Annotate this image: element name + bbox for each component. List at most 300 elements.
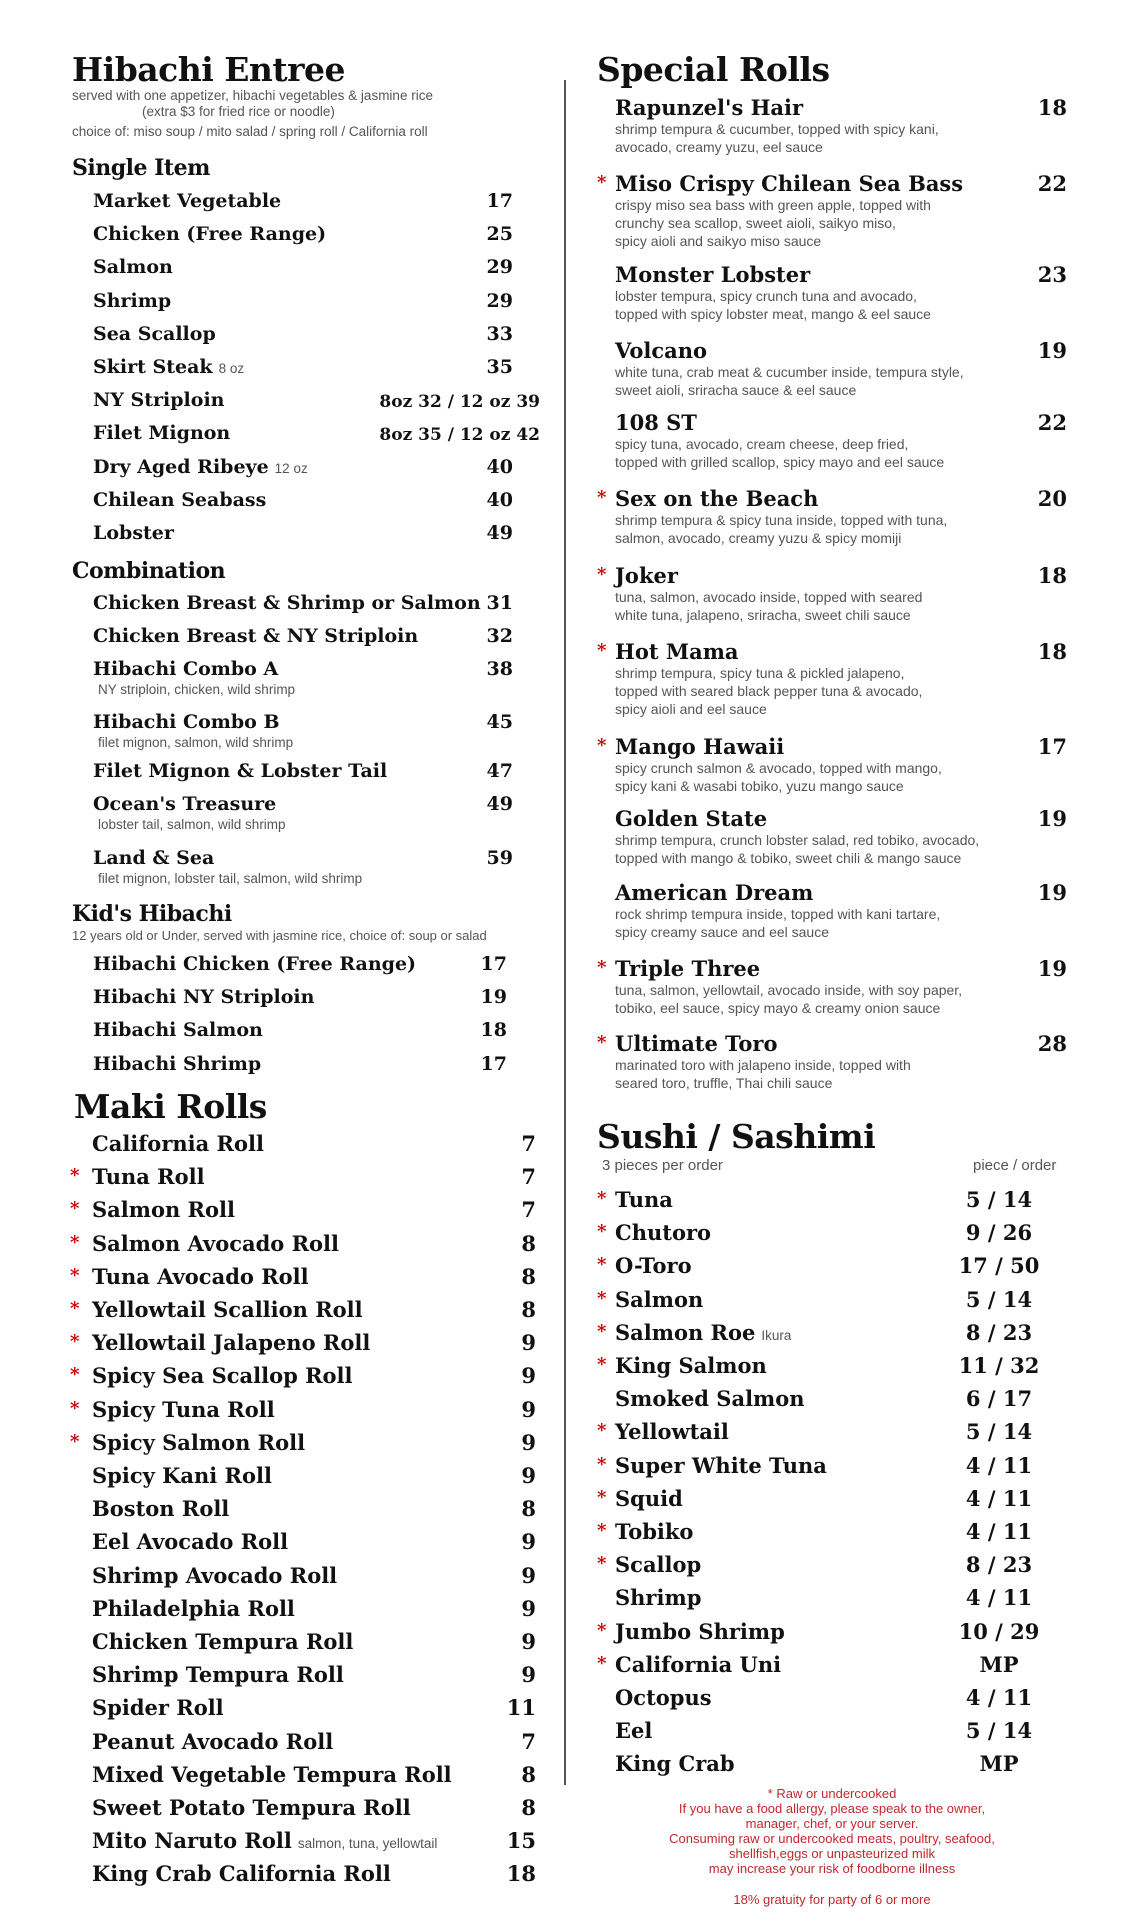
menu-item [72,1562,536,1588]
column-divider [564,80,566,1785]
item-name: Golden State [615,806,768,831]
item-price: 4 / 11 [965,1685,1033,1710]
item-name: Scallop [615,1552,702,1578]
item-description: marinated toro with jalapeno inside, topped with [615,1057,911,1073]
item-name: Tuna Avocado Roll [92,1263,309,1289]
item-price: 4 / 11 [965,1452,1033,1478]
item-name: Spicy Salmon Roll [92,1429,306,1455]
item-name: Salmon Roll [92,1197,235,1223]
item-price: 17 / 50 [958,1253,1040,1279]
item-price: 45 [486,711,513,733]
item-name: California Uni [615,1651,782,1677]
footer-line: Consuming raw or undercooked meats, poultry, seafood, [669,1831,995,1846]
menu-item [93,793,533,815]
menu-item [597,1220,1067,1245]
item-price: 10 / 29 [958,1618,1040,1644]
item-description: shrimp tempura, crunch lobster salad, red tobiko, avocado, [615,832,980,848]
item-description: tobiko, eel sauce, spicy mayo & creamy onion sauce [615,1000,941,1016]
item-price: 20 [1037,486,1067,511]
item-price: 17 [480,953,507,975]
sushi-sub: 3 pieces per order [602,1157,723,1174]
item-name: Joker [615,563,678,588]
item-name: Ocean's Treasure [93,793,277,815]
item-price: 18 [1037,95,1067,120]
menu-item [597,1552,1067,1577]
item-name: Chicken Breast & NY Striploin [93,625,419,647]
raw-marker: * [70,1231,80,1253]
item-price: 8 [521,1761,536,1787]
item-description: tuna, salmon, yellowtail, avocado inside, with soy paper, [615,982,963,998]
item-description: crispy miso sea bass with green apple, topped with [615,197,931,213]
item-name: Yellowtail [615,1419,729,1445]
item-name: Tuna [615,1187,673,1212]
item-price: 11 [506,1695,536,1721]
item-name: Hibachi Salmon [93,1019,263,1042]
item-name: American Dream [615,880,814,905]
menu-item [597,1419,1067,1444]
gratuity-notice: 18% gratuity for party of 6 or more [733,1892,931,1907]
item-name: Filet Mignon & Lobster Tail [93,760,388,782]
item-name: King Crab California Roll [92,1861,391,1887]
item-description: shrimp tempura, spicy tuna & pickled jalapeno, [615,665,905,681]
raw-marker: * [597,1287,607,1309]
menu-item [93,256,533,278]
item-price: 9 [521,1396,536,1422]
menu-item [72,1795,536,1820]
allergy-notice [597,1786,1067,1907]
combination-title: Combination [72,558,226,584]
item-description: lobster tail, salmon, wild shrimp [98,817,286,832]
item-price: 8oz 35 / 12 oz 42 [379,425,540,446]
item-name: King Crab [615,1751,735,1777]
item-name: Mixed Vegetable Tempura Roll [92,1761,452,1787]
item-name: Skirt Steak [93,356,213,378]
menu-item [93,190,533,212]
item-price: 9 [521,1330,536,1356]
raw-marker: * [70,1430,80,1452]
item-name: Triple Three [615,956,761,981]
item-name: Shrimp [615,1585,702,1611]
item-price: 9 [521,1662,536,1688]
menu-item [93,1019,533,1041]
menu-item [93,847,533,869]
item-name: Shrimp Avocado Roll [92,1562,338,1588]
item-price: 7 [521,1131,536,1156]
item-description: sweet aioli, sriracha sauce & eel sauce [615,382,857,398]
raw-marker: * [70,1264,80,1286]
item-price: 8 [521,1230,536,1256]
raw-marker: * [597,1619,607,1641]
menu-item [70,1429,536,1455]
item-name: Salmon [615,1286,704,1312]
raw-marker: * [597,1032,607,1053]
menu-item [93,658,533,680]
raw-marker: * [597,1188,607,1209]
item-price: 8 [521,1795,536,1820]
item-price: 9 [521,1463,536,1488]
item-description: lobster tempura, spicy crunch tuna and avocado, [615,288,917,304]
item-price: 15 [506,1828,536,1854]
item-price: 7 [521,1728,536,1754]
item-price: 8 [521,1263,536,1289]
item-price: 35 [486,356,513,378]
raw-marker: * [597,1254,607,1276]
menu-item [93,389,540,413]
item-price: 9 [521,1363,536,1389]
item-price: 4 / 11 [965,1519,1033,1544]
item-name: Ultimate Toro [615,1031,778,1056]
item-name: Hibachi Shrimp [93,1052,262,1075]
item-note: 8 oz [218,361,245,376]
item-description: rock shrimp tempura inside, topped with kani tartare, [615,906,941,922]
item-price: 29 [486,289,513,312]
special-roll [597,639,1067,664]
item-name: Monster Lobster [615,262,811,287]
menu-item [70,1230,536,1256]
item-name: Rapunzel's Hair [615,95,804,120]
item-price: 49 [486,793,513,815]
raw-marker: * [597,640,607,661]
item-price: 8 / 23 [965,1552,1033,1578]
item-price: 7 [521,1197,536,1223]
item-price: 9 / 26 [965,1220,1033,1246]
menu-item [93,223,533,245]
raw-marker: * [70,1165,80,1187]
item-name: Hibachi NY Striploin [93,986,315,1009]
sushi-col-header: piece / order [973,1157,1057,1174]
item-name: Filet Mignon [93,422,231,445]
special-roll [597,410,1067,435]
item-name: Eel Avocado Roll [92,1529,289,1555]
menu-item [597,1619,1067,1644]
raw-marker: * [70,1298,80,1319]
item-price: 4 / 11 [965,1585,1033,1611]
special-roll [597,1031,1067,1056]
menu-item [70,1263,536,1289]
special-roll [597,338,1067,363]
item-price: 31 [486,592,513,614]
item-name: Land & Sea [93,847,215,869]
raw-marker: * [597,1486,607,1508]
item-description: spicy aioli and eel sauce [615,701,767,717]
menu-item [70,1164,536,1190]
item-name: 108 ST [615,410,697,435]
item-price: 9 [521,1529,536,1555]
special-roll [597,486,1067,511]
item-description: spicy aioli and saikyo miso sauce [615,233,822,249]
special-roll [597,734,1067,759]
hibachi-sub-3: choice of: miso soup / mito salad / spring roll / California roll [72,124,428,139]
item-name: King Salmon [615,1353,767,1378]
menu-item [597,1751,1067,1776]
menu-item [72,1463,536,1488]
item-name: Hot Mama [615,639,739,664]
item-name: Spicy Sea Scallop Roll [92,1363,353,1389]
footer-line: may increase your risk of foodborne illness [708,1861,956,1876]
raw-marker: * [597,1221,607,1243]
item-name: Hibachi Combo A [93,658,279,680]
menu-item [597,1486,1067,1511]
hibachi-title: Hibachi Entree [72,50,346,89]
item-name: O-Toro [615,1253,692,1279]
item-price: 9 [521,1562,536,1588]
hibachi-sub-2: (extra $3 for fried rice or noodle) [142,104,335,119]
item-name: Spicy Tuna Roll [92,1396,275,1422]
item-name: Octopus [615,1685,712,1710]
item-price: 5 / 14 [965,1718,1033,1744]
item-price: 8 / 23 [965,1319,1033,1345]
item-name: Yellowtail Scallion Roll [92,1297,363,1322]
item-price: 22 [1037,171,1067,196]
menu-item [70,1363,536,1389]
item-price: 17 [1037,734,1067,759]
item-name: Chicken Tempura Roll [92,1629,354,1654]
raw-marker: * [597,172,607,193]
item-name: Chicken (Free Range) [93,223,327,246]
raw-marker: * [70,1198,80,1220]
item-description: spicy crunch salmon & avocado, topped with mango, [615,760,942,776]
item-price: 6 / 17 [965,1386,1033,1412]
raw-marker: * [597,1553,607,1575]
item-name: Miso Crispy Chilean Sea Bass [615,171,964,196]
item-name: Squid [615,1485,683,1511]
menu-item [70,1396,536,1422]
item-description: NY striploin, chicken, wild shrimp [98,682,296,697]
menu-item [597,1585,1067,1610]
maki-title: Maki Rolls [74,1087,267,1126]
item-price: 8 [521,1496,536,1522]
item-description: shrimp tempura & spicy tuna inside, topped with tuna, [615,512,948,528]
item-note: 12 oz [274,460,308,476]
item-price: 17 [480,1052,507,1075]
item-description: spicy kani & wasabi tobiko, yuzu mango sauce [615,778,904,794]
menu-item [70,1197,536,1223]
item-price: 19 [1037,338,1067,363]
item-price: 23 [1037,262,1067,287]
item-price: 18 [1037,563,1067,588]
item-price: 19 [1037,956,1067,981]
menu-item [70,1330,536,1356]
raw-marker: * [70,1364,80,1386]
item-name: Mito Naruto Roll [92,1828,292,1854]
item-price: 33 [486,322,513,345]
item-price: 28 [1037,1031,1067,1056]
item-name: Salmon Avocado Roll [92,1230,340,1256]
menu-item [93,953,533,975]
item-price: 9 [521,1429,536,1455]
item-name: Dry Aged Ribeye [93,455,269,478]
item-description: filet mignon, salmon, wild shrimp [98,735,294,750]
menu-item [93,1053,533,1075]
special-roll [597,95,1067,120]
footer-line: If you have a food allergy, please speak to the owner, [678,1801,986,1816]
menu-item [597,1320,1067,1345]
menu-item [72,1861,536,1887]
item-name: Mango Hawaii [615,734,785,759]
special-roll [597,956,1067,981]
item-description: tuna, salmon, avocado inside, topped with seared [615,589,923,605]
menu-item [93,760,533,782]
item-description: white tuna, jalapeno, sriracha, sweet chili sauce [615,607,911,623]
item-description: white tuna, crab meat & cucumber inside, tempura style, [615,364,964,380]
item-price: 5 / 14 [965,1187,1033,1212]
menu-item [597,1652,1067,1677]
item-price: 38 [486,658,513,680]
item-price: 5 / 14 [965,1286,1033,1312]
item-description: filet mignon, lobster tail, salmon, wild shrimp [98,871,363,886]
item-description: topped with seared black pepper tuna & avocado, [615,683,923,699]
item-price: 59 [486,847,513,869]
item-price: 7 [521,1164,536,1190]
menu-item [93,422,540,446]
item-price: 18 [1037,639,1067,664]
item-name: Salmon Roe [615,1319,756,1345]
raw-marker: * [597,1420,607,1442]
item-price: 29 [486,256,513,279]
raw-marker: * [597,1320,607,1342]
menu-item [93,323,533,345]
item-name: Salmon [93,256,173,279]
menu-item [93,522,533,544]
item-name: Super White Tuna [615,1452,827,1478]
item-description: crunchy sea scallop, sweet aioli, saikyo miso, [615,215,896,231]
special-roll [597,563,1067,588]
raw-marker: * [597,1520,607,1541]
item-note: Ikura [761,1327,792,1343]
hibachi-sub-1: served with one appetizer, hibachi vegetables & jasmine rice [72,88,433,103]
menu-item [93,711,533,733]
item-name: Eel [615,1718,653,1744]
raw-marker: * [597,1354,607,1375]
item-price: 8 [521,1297,536,1322]
special-rolls-title: Special Rolls [597,50,830,89]
item-price: MP [979,1751,1019,1777]
item-price: 4 / 11 [965,1485,1033,1511]
item-price: 8oz 32 / 12 oz 39 [379,392,540,413]
item-price: 18 [506,1861,536,1887]
item-price: 9 [521,1595,536,1621]
item-name: Chicken Breast & Shrimp or Salmon [93,592,481,614]
footer-line: manager, chef, or your server. [745,1816,919,1831]
item-price: 19 [480,986,507,1009]
menu-item [597,1253,1067,1278]
item-price: MP [979,1651,1019,1677]
special-roll [597,262,1067,287]
item-description: spicy tuna, avocado, cream cheese, deep fried, [615,436,909,452]
item-name: NY Striploin [93,389,225,412]
item-name: Jumbo Shrimp [615,1618,785,1644]
raw-marker: * [597,957,607,978]
single-item-title: Single Item [72,155,210,181]
raw-marker: * [597,564,607,585]
menu-item [93,986,533,1008]
item-price: 9 [521,1629,536,1654]
menu-item [597,1187,1067,1212]
raw-marker: * [597,1453,607,1475]
item-description: topped with spicy lobster meat, mango & eel sauce [615,306,931,322]
item-name: Tuna Roll [92,1164,205,1190]
item-name: Boston Roll [92,1496,230,1522]
item-price: 19 [1037,880,1067,905]
item-description: salmon, avocado, creamy yuzu & spicy momiji [615,530,902,546]
menu-item [72,1131,536,1156]
item-price: 19 [1037,806,1067,831]
menu-item [597,1519,1067,1544]
item-name: Market Vegetable [93,190,282,212]
menu-item [597,1453,1067,1478]
item-name: Philadelphia Roll [92,1595,295,1621]
item-name: Smoked Salmon [615,1386,805,1412]
item-name: Sweet Potato Tempura Roll [92,1795,411,1820]
menu-item [72,1662,536,1688]
item-price: 25 [486,223,513,246]
item-description: topped with mango & tobiko, sweet chili & mango sauce [615,850,962,866]
item-name: Spicy Kani Roll [92,1463,272,1488]
menu-item [597,1685,1067,1710]
menu-item [72,1595,536,1621]
item-name: Lobster [93,522,174,544]
menu-item [72,1529,536,1555]
special-roll [597,806,1067,831]
item-name: Tobiko [615,1519,694,1544]
item-name: Volcano [615,338,708,363]
item-description: spicy creamy sauce and eel sauce [615,924,829,940]
menu-item [72,1695,536,1721]
item-name: California Roll [92,1131,264,1156]
menu-item [597,1718,1067,1743]
menu-item [597,1287,1067,1312]
item-name: Shrimp Tempura Roll [92,1662,344,1688]
menu-item [93,356,533,378]
item-price: 40 [486,488,513,511]
item-price: 32 [486,625,513,647]
menu-item [72,1496,536,1522]
menu-item [72,1728,536,1754]
kids-hibachi-sub: 12 years old or Under, served with jasmine rice, choice of: soup or salad [72,928,487,943]
raw-marker: * [70,1397,80,1419]
item-price: 11 / 32 [958,1353,1040,1378]
item-name: Shrimp [93,289,172,312]
item-note: salmon, tuna, yellowtail [297,1836,438,1852]
raw-marker: * [597,1652,607,1674]
item-description: avocado, creamy yuzu, eel sauce [615,139,823,155]
menu-item [93,625,533,647]
sushi-title: Sushi / Sashimi [597,1117,876,1156]
item-name: Sea Scallop [93,322,216,345]
menu-item [93,489,533,511]
item-name: Hibachi Combo B [93,711,280,733]
item-name: Hibachi Chicken (Free Range) [93,953,417,975]
menu-item [597,1353,1067,1378]
item-description: shrimp tempura & cucumber, topped with spicy kani, [615,121,939,137]
footer-line: * Raw or undercooked [767,1786,897,1801]
item-name: Chilean Seabass [93,488,267,511]
item-name: Spider Roll [92,1695,224,1721]
menu-item [72,1828,536,1854]
kids-hibachi-title: Kid's Hibachi [72,901,232,927]
menu-item [72,1629,536,1654]
menu-item [597,1386,1067,1411]
menu-item [72,1761,536,1787]
item-description: seared toro, truffle, Thai chili sauce [615,1075,833,1091]
raw-marker: * [70,1331,80,1353]
item-price: 5 / 14 [965,1419,1033,1445]
special-roll [597,880,1067,905]
item-description: topped with grilled scallop, spicy mayo and eel sauce [615,454,945,470]
item-price: 49 [486,522,513,544]
footer-line: shellfish,eggs or unpasteurized milk [729,1846,935,1861]
raw-marker: * [597,487,607,508]
